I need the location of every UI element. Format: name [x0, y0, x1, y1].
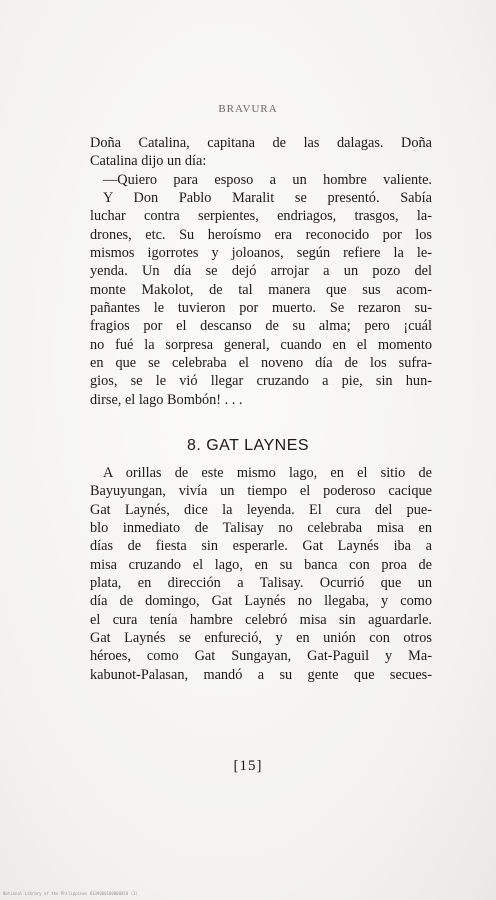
text-line: pañantes le tuvieron por muerto. Se rezaron su- [90, 300, 432, 317]
text-line: Catalina dijo un día: [90, 153, 207, 170]
paragraph-dona-catalina [90, 134, 432, 409]
text-line: Y Don Pablo Maralit se presentó. Sabía [103, 190, 432, 207]
library-watermark: National Library of the Philippines 0339000100000010 (1) [3, 891, 138, 896]
text-line: monte Makolot, de tal manera que sus acom- [90, 281, 432, 298]
text-line: dirse, el lago Bombón! . . . [90, 391, 243, 408]
text-line: mismos igorrotes y joloanos, según refiere la le- [90, 245, 432, 262]
text-line: luchar contra serpientes, endriagos, trasgos, la- [90, 208, 432, 225]
page-number: [15] [233, 758, 263, 774]
text-line: A orillas de este mismo lago, en el sitio de [103, 465, 432, 481]
paragraph-gat-laynes [90, 464, 432, 684]
running-header: BRAVURA [218, 103, 278, 115]
text-line: Gat Laynés se enfureció, y en unión con otros [90, 630, 432, 647]
text-line: drones, etc. Su heroísmo era reconocido por los [90, 226, 432, 243]
text-line: —Quiero para esposo a un hombre valiente. [103, 171, 432, 188]
text-line: fragios por el descanso de su alma; pero ¡cuál [90, 318, 432, 335]
text-line: kabunot-Palasan, mandó a su gente que secues- [90, 666, 432, 683]
text-line: Doña Catalina, capitana de las dalagas. Doña [90, 135, 432, 151]
text-line: misa cruzando el lago, en su banca con proa de [90, 556, 432, 573]
text-line: Gat Laynés, dice la leyenda. El cura del pue- [90, 501, 432, 518]
text-line: héroes, como Gat Sungayan, Gat-Paguil y Ma- [90, 648, 432, 665]
text-line: el cura tenía hambre celebró misa sin aguardarle. [90, 611, 432, 628]
text-line: días de fiesta sin esperarle. Gat Laynés iba a [90, 538, 432, 555]
section-heading: 8. GAT LAYNES [186, 437, 310, 454]
text-line: en que se celebraba el noveno día de los sufra- [90, 355, 432, 372]
text-line: yenda. Un día se dejó arrojar a un pozo del [90, 263, 432, 280]
text-line: Bayuyungan, vivía un tiempo el poderoso cacique [90, 483, 432, 500]
text-line: gios, se le vió llegar cruzando a pie, sin hun- [90, 373, 432, 390]
text-line: plata, en dirección a Talisay. Ocurrió que un [90, 575, 432, 592]
text-line: blo inmediato de Talisay no celebraba misa en [90, 520, 432, 537]
text-line: día de domingo, Gat Laynés no llegaba, y como [90, 593, 432, 610]
text-line: no fué la sorpresa general, cuando en el momento [90, 336, 432, 353]
